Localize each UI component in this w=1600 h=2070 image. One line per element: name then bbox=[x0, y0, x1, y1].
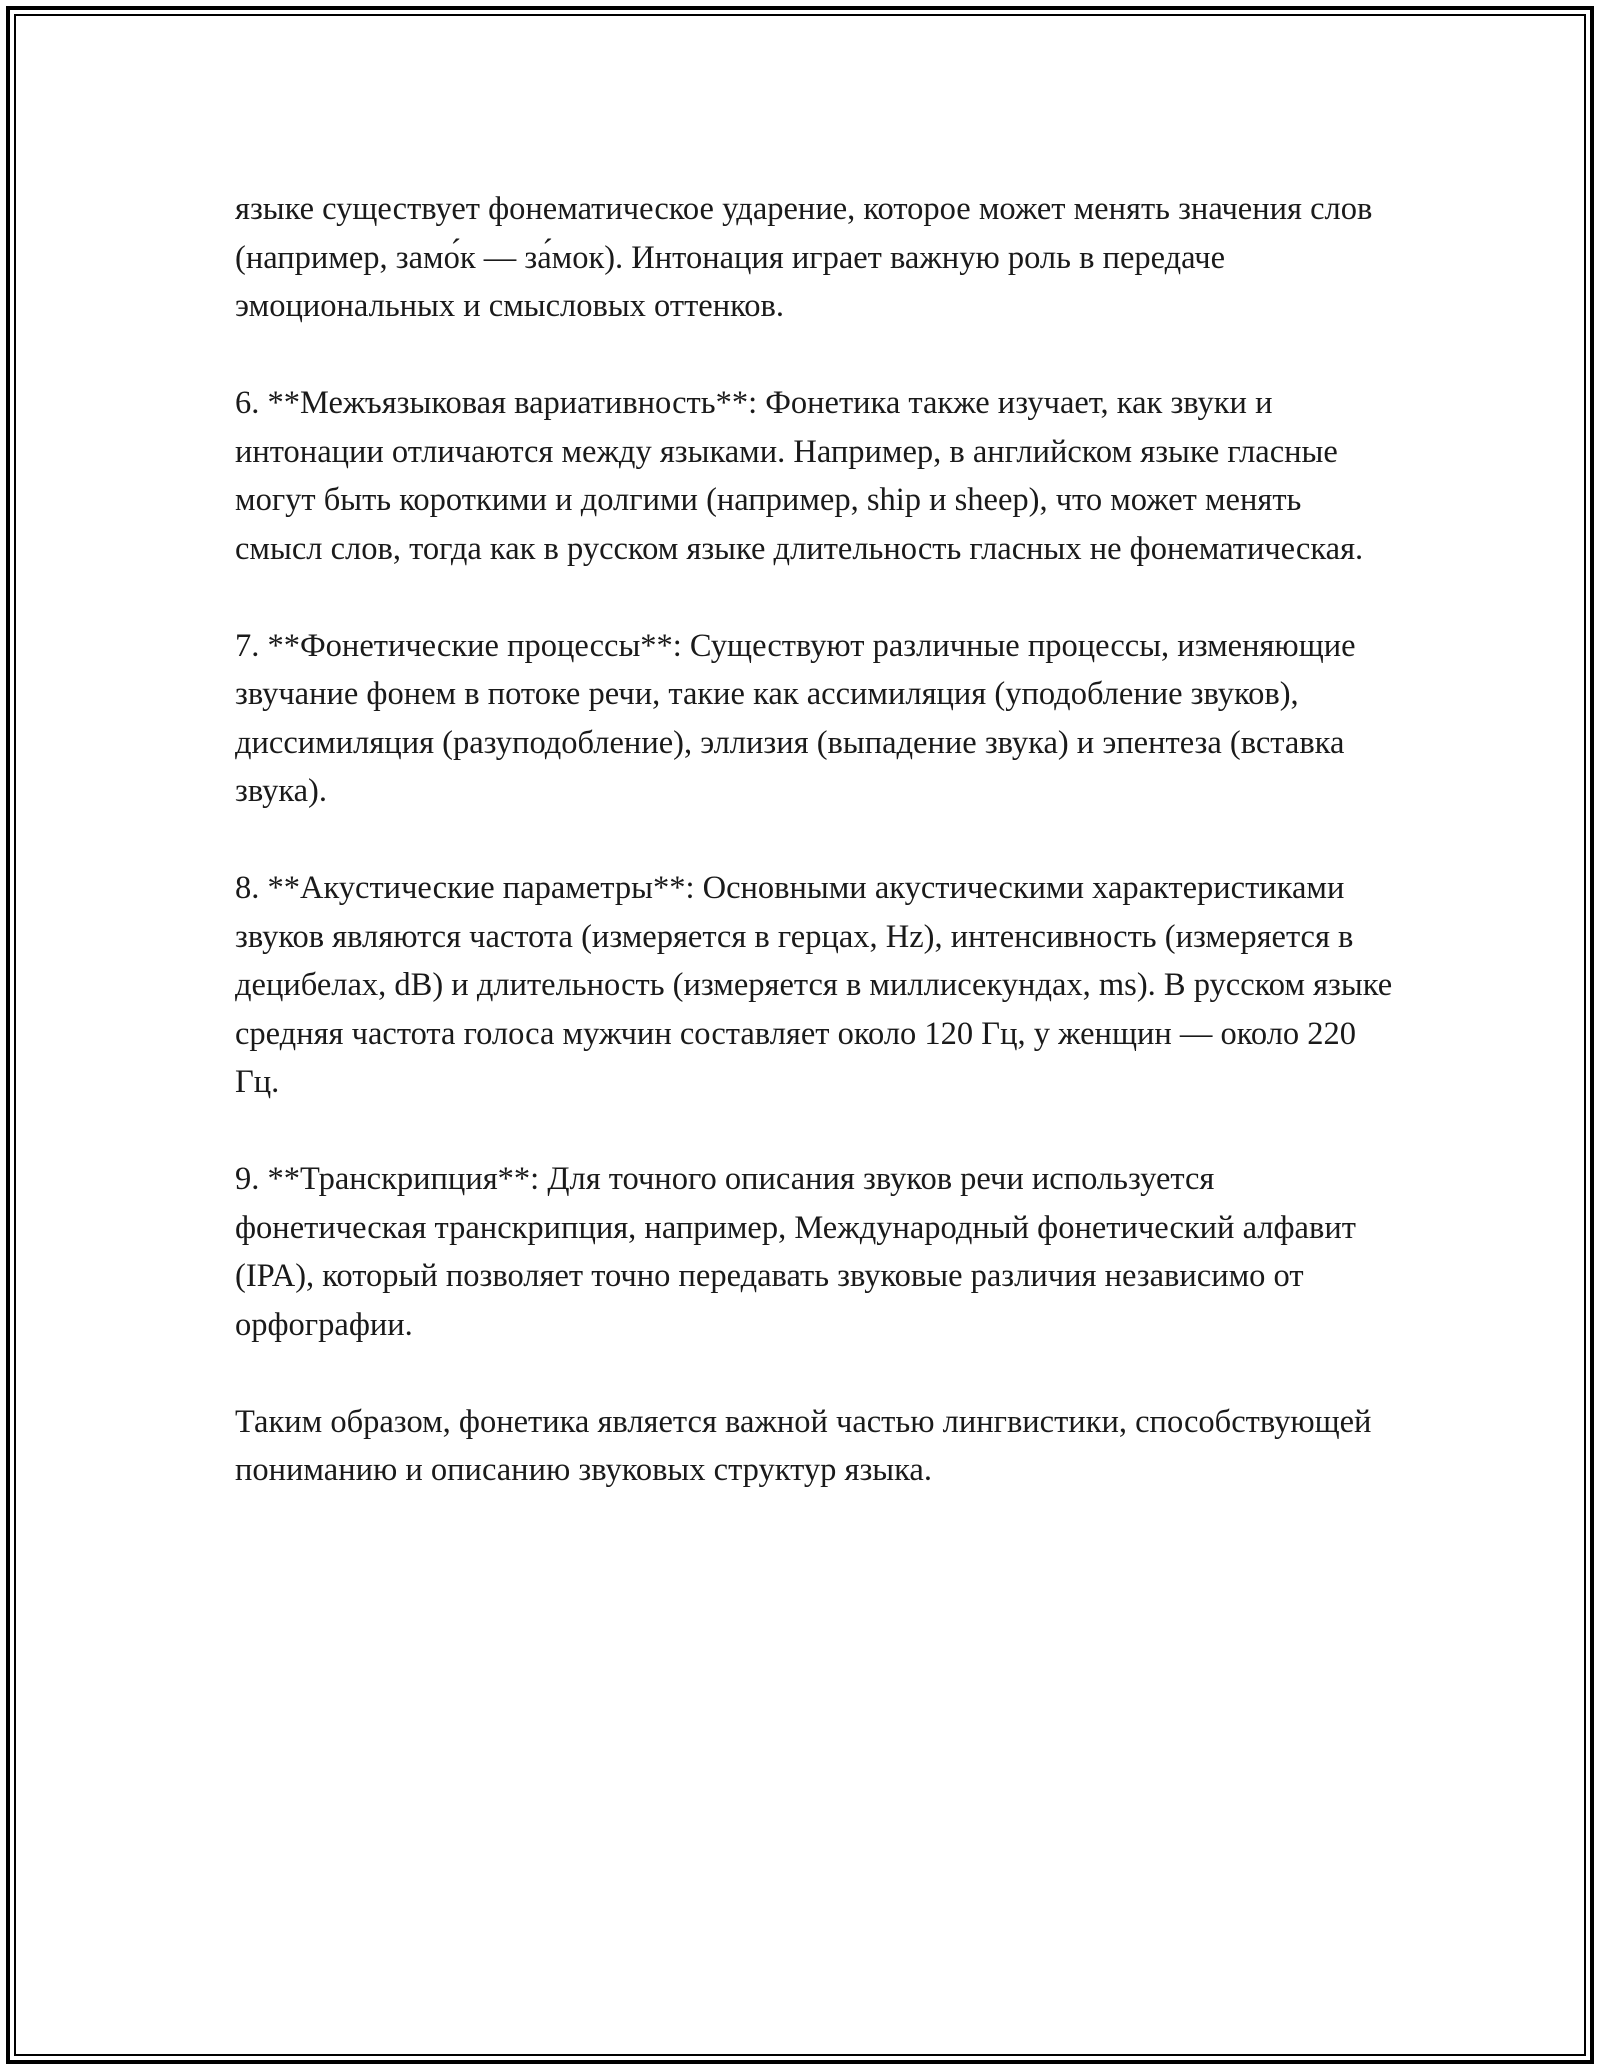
paragraph-interlingual-variation: 6. **Межъязыковая вариативность**: Фонетика также изучает, как звуки и интонации отличаются между языками. Например, в английском языке гласные могут быть короткими и долгими (например, ship и sheep), что может менять смысл слов, тогда как в русском языке длительность гласных не фонематическая. bbox=[235, 385, 1364, 567]
paragraph-stress-intonation: языке существует фонематическое ударение, которое может менять значения слов (например, замо́к — за́мок). Интонация играет важную роль в передаче эмоциональных и смысловых оттенков. bbox=[235, 191, 1373, 324]
document-body bbox=[235, 185, 1395, 1543]
paragraph-phonetic-processes: 7. **Фонетические процессы**: Существуют различные процессы, изменяющие звучание фонем в потоке речи, такие как ассимиляция (уподобление звуков), диссимиляция (разуподобление), эллизия (выпадение звука) и эпентеза (вставка звука). bbox=[235, 627, 1356, 809]
paragraph-conclusion: Таким образом, фонетика является важной частью лингвистики, способствующей пониманию и описанию звуковых структур языка. bbox=[235, 1403, 1372, 1488]
paragraph-transcription: 9. **Транскрипция**: Для точного описания звуков речи используется фонетическая транскрипция, например, Международный фонетический алфавит (IPA), который позволяет точно передавать звуковые различия независимо от орфографии. bbox=[235, 1161, 1356, 1343]
paragraph-acoustic-parameters: 8. **Акустические параметры**: Основными акустическими характеристиками звуков являются частота (измеряется в герцах, Hz), интенсивность (измеряется в децибелах, dB) и длительность (измеряется в миллисекундах, ms). В русском языке средняя частота голоса мужчин составляет около 120 Гц, у женщин — около 220 Гц. bbox=[235, 870, 1393, 1100]
